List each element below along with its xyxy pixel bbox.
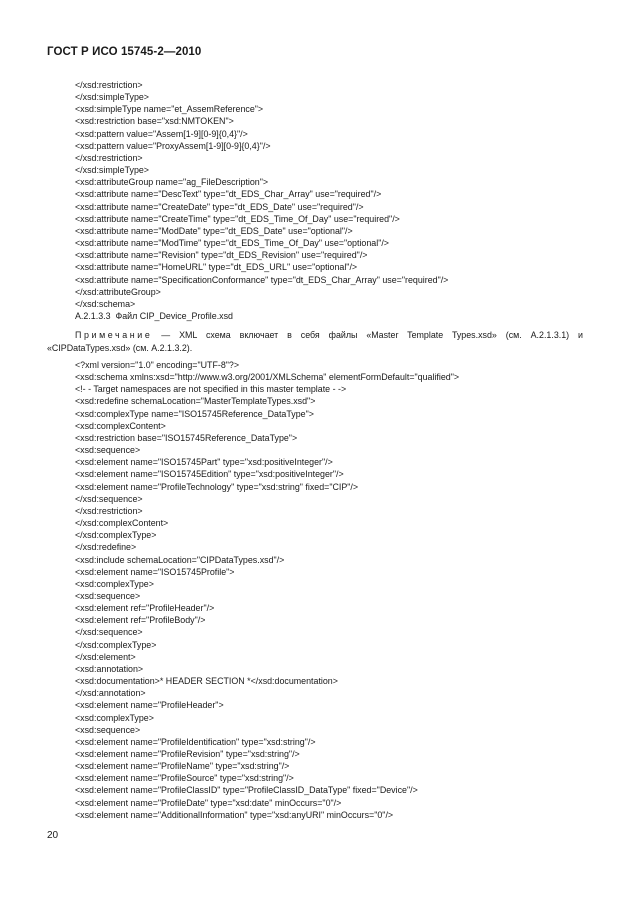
code-line: <xsd:attributeGroup name="ag_FileDescription"> bbox=[75, 177, 269, 188]
code-line: <xsd:attribute name="CreateTime" type="dt_EDS_Time_Of_Day" use="required"/> bbox=[75, 213, 400, 224]
code-line: <xsd:attribute name="CreateDate" type="dt_EDS_Date" use="required"/> bbox=[75, 201, 364, 212]
code-line: <xsd:schema xmlns:xsd="http://www.w3.org/2001/XMLSchema" elementFormDefault="qualified"> bbox=[75, 372, 460, 383]
code-line: <xsd:annotation> bbox=[75, 663, 144, 674]
code-line: <xsd:include schemaLocation="CIPDataTypes.xsd"/> bbox=[75, 554, 285, 565]
code-line: <xsd:element name="ProfileName" type="xsd:string"/> bbox=[75, 761, 290, 772]
code-line: <xsd:element name="AdditionalInformation" type="xsd:anyURI" minOccurs="0"/> bbox=[75, 809, 394, 820]
code-line: <?xml version="1.0" encoding="UTF-8"?> bbox=[75, 360, 240, 370]
code-line: <xsd:complexType name="ISO15745Reference_DataType"> bbox=[75, 408, 314, 419]
page-number: 20 bbox=[47, 830, 59, 841]
code-block-1 bbox=[75, 79, 448, 322]
code-line: <xsd:element name="ProfileClassID" type="ProfileClassID_DataType" fixed="Device"/> bbox=[75, 785, 418, 796]
code-line: <xsd:element name="ProfileDate" type="xsd:date" minOccurs="0"/> bbox=[75, 797, 342, 808]
code-line: </xsd:complexContent> bbox=[75, 518, 169, 529]
document-header: ГОСТ Р ИСО 15745-2—2010 bbox=[47, 46, 202, 58]
code-line: <xsd:element ref="ProfileBody"/> bbox=[75, 615, 206, 626]
note-text: — XML схема включает в себя файлы «Master Template Types.xsd» (см. A.2.1.3.1) и «CIPDataTypes.xsd» (см. A.2.1.3.2). bbox=[47, 330, 583, 353]
code-line: </xsd:attributeGroup> bbox=[75, 286, 161, 297]
note-label: Примечание bbox=[75, 330, 153, 340]
code-line: </xsd:sequence> bbox=[75, 627, 143, 638]
code-line: </xsd:restriction> bbox=[75, 80, 143, 90]
code-line: <xsd:element name="ISO15745Profile"> bbox=[75, 566, 235, 577]
code-line: <xsd:restriction base="ISO15745Reference_DataType"> bbox=[75, 432, 298, 443]
code-line: <xsd:element name="ProfileRevision" type="xsd:string"/> bbox=[75, 749, 300, 759]
code-line: </xsd:annotation> bbox=[75, 688, 146, 699]
code-line: <xsd:attribute name="SpecificationConformance" type="dt_EDS_Char_Array" use="required"/> bbox=[75, 274, 449, 285]
code-line: <xsd:restriction base="xsd:NMTOKEN"> bbox=[75, 116, 234, 127]
code-line: </xsd:complexType> bbox=[75, 639, 157, 650]
code-line: <xsd:simpleType name="et_AssemReference"> bbox=[75, 104, 264, 115]
code-line: </xsd:simpleType> bbox=[75, 92, 149, 103]
code-line: <xsd:complexType> bbox=[75, 578, 154, 589]
code-line: <xsd:element ref="ProfileHeader"/> bbox=[75, 603, 215, 614]
code-line: </xsd:simpleType> bbox=[75, 165, 149, 176]
code-line: <xsd:element name="ProfileHeader"> bbox=[75, 700, 224, 711]
code-line: <xsd:attribute name="HomeURL" type="dt_EDS_URL" use="optional"/> bbox=[75, 262, 358, 273]
code-line: </xsd:schema> bbox=[75, 298, 136, 309]
code-line: </xsd:restriction> bbox=[75, 505, 143, 516]
code-line: <xsd:element name="ISO15745Part" type="xsd:positiveInteger"/> bbox=[75, 457, 333, 468]
code-line: <xsd:complexContent> bbox=[75, 420, 166, 431]
code-line: <xsd:attribute name="ModDate" type="dt_EDS_Date" use="optional"/> bbox=[75, 225, 353, 236]
code-line: <!- - Target namespaces are not specified in this master template - -> bbox=[75, 384, 347, 395]
code-line: <xsd:sequence> bbox=[75, 445, 141, 456]
note-paragraph bbox=[47, 329, 583, 355]
code-line: <xsd:pattern value="Assem[1-9][0-9]{0,4}"/> bbox=[75, 128, 248, 139]
code-line: <xsd:element name="ProfileIdentification" type="xsd:string"/> bbox=[75, 736, 316, 747]
code-line: <xsd:element name="ProfileTechnology" type="xsd:string" fixed="CIP"/> bbox=[75, 481, 359, 492]
code-line: A.2.1.3.3 Файл CIP_Device_Profile.xsd bbox=[75, 310, 233, 321]
code-line: <xsd:attribute name="ModTime" type="dt_EDS_Time_Of_Day" use="optional"/> bbox=[75, 238, 389, 249]
code-line: <xsd:documentation>* HEADER SECTION *</xsd:documentation> bbox=[75, 676, 338, 687]
code-block-2 bbox=[75, 359, 459, 821]
code-line: </xsd:element> bbox=[75, 651, 136, 662]
code-line: </xsd:complexType> bbox=[75, 530, 157, 541]
code-line: </xsd:sequence> bbox=[75, 493, 143, 504]
code-line: <xsd:complexType> bbox=[75, 712, 154, 723]
code-line: </xsd:redefine> bbox=[75, 542, 137, 553]
code-line: <xsd:element name="ProfileSource" type="xsd:string"/> bbox=[75, 773, 294, 784]
code-line: <xsd:sequence> bbox=[75, 724, 141, 735]
code-line: <xsd:element name="ISO15745Edition" type="xsd:positiveInteger"/> bbox=[75, 469, 344, 480]
code-line: <xsd:sequence> bbox=[75, 590, 141, 601]
code-line: </xsd:restriction> bbox=[75, 152, 143, 163]
code-line: <xsd:redefine schemaLocation="MasterTemplateTypes.xsd"> bbox=[75, 396, 316, 407]
code-line: <xsd:attribute name="Revision" type="dt_EDS_Revision" use="required"/> bbox=[75, 250, 368, 261]
code-line: <xsd:attribute name="DescText" type="dt_EDS_Char_Array" use="required"/> bbox=[75, 189, 382, 200]
code-line: <xsd:pattern value="ProxyAssem[1-9][0-9]{0,4}"/> bbox=[75, 140, 271, 151]
